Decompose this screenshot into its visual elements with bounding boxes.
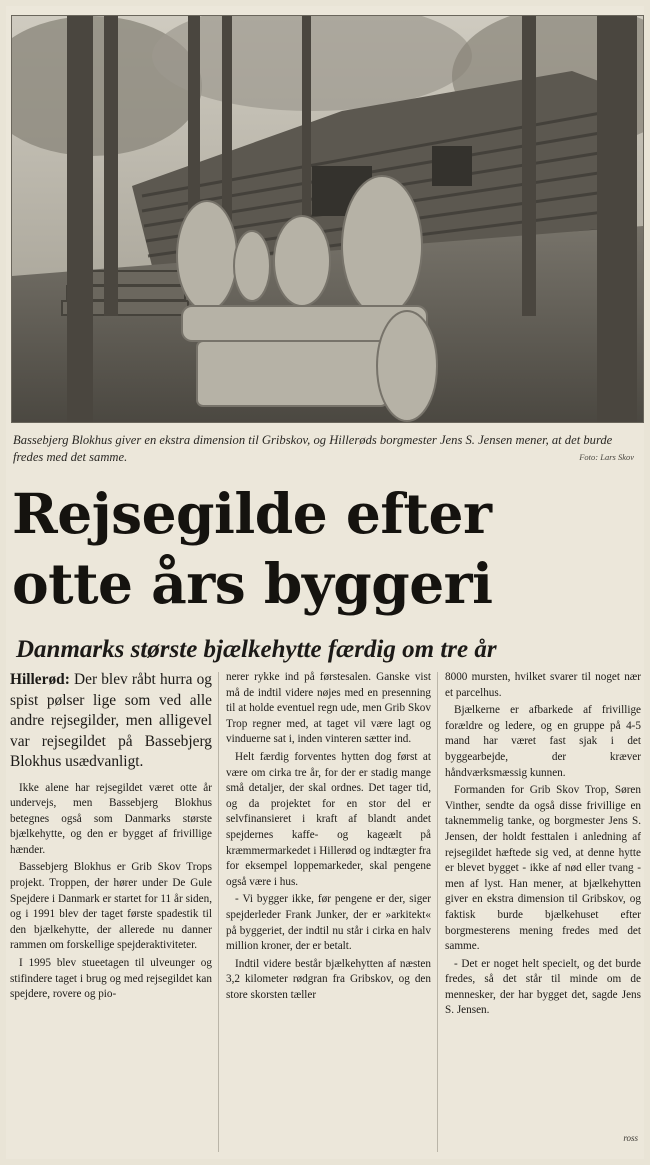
paragraph: Ikke alene har rejsegildet været otte år undervejs, men Bassebjerg Blokhus betegnes også som Danmarks største bjælkehytte, og den er bygget af frivillige hænder.: [10, 781, 212, 856]
paragraph: - Vi bygger ikke, før pengene er der, siger spejderleder Frank Junker, der er »arkitekt« på byggeriet, der indtil nu står i cirka en halv million kroner, der er betalt.: [226, 893, 431, 953]
column-divider: [437, 672, 438, 1152]
caption-text: Bassebjerg Blokhus giver en ekstra dimension til Gribskov, og Hillerøds borgmester Jens S. Jensen mener, at det burde fredes med det samme.: [13, 433, 613, 464]
author-signature: ross: [623, 1133, 638, 1143]
lead-text: Der blev råbt hurra og spist pølser lige som ved alle andre rejsegilder, men alligevel var rejsegildet på Bassebjerg Blokhus usædvanligt.: [10, 671, 212, 770]
paragraph: nerer rykke ind på førstesalen. Ganske vist må de indtil videre nøjes med en presenning til at holde eventuel regn ude, men Grib Skov Trop regner med, at taget vil være lagt og vinduerne sat i, inden vinteren sætter ind.: [226, 671, 431, 746]
headline-line-1: Rejsegilde efter: [12, 481, 492, 546]
paragraph: Helt færdig forventes hytten dog først at være om cirka tre år, for der er stadig mange små detaljer, der skal ordnes. Det tager tid, og da projektet for en stor del er selvfinansieret i kraft af blandt andet spejdernes kaffe- og kageælt på kræmmermarkedet i Hillerød og indtægter fra for eksempel loppemarkeder, skal pengene også være i hus.: [226, 750, 431, 888]
blokhus-photo-illustration: [12, 16, 643, 422]
article-column-2: [226, 670, 431, 1005]
paragraph: Formanden for Grib Skov Trop, Søren Vinther, sendte da også disse frivillige en taknemmelig tanke, og borgmester Jens S. Jensen, der holdt festtalen i anledning af rejsegildet hæftede sig ved, at denne hytte er blevet bygget - ikke af nød eller tvang - men af lyst. Han mener, at bjælkehytten giver en ekstra dimension til Gribskov, og faktisk burde bjælkehuset efter borgmesterens mening fredes med det samme.: [445, 784, 641, 953]
paragraph: Bassebjerg Blokhus er Grib Skov Trops projekt. Troppen, der hører under De Gule Spejdere i Danmark er startet for 11 år siden, og i 1991 blev der taget første spadestik til den bjælkehytte, der allerede nu danner rammen om forskellige spejderaktiviteter.: [10, 861, 212, 952]
photo-credit: Foto: Lars Skov: [579, 452, 634, 462]
column-divider: [218, 672, 219, 1152]
headline-line-2: otte års byggeri: [12, 551, 493, 616]
article-photo: [11, 15, 644, 423]
paragraph: I 1995 blev stueetagen til ulveunger og stifindere taget i brug og med rejsegildet kan spejdere, rovere og pio-: [10, 957, 212, 1001]
paragraph: Indtil videre består bjælkehytten af næsten 3,2 kilometer rødgran fra Gribskov, og den store skorsten tæller: [226, 957, 431, 1001]
article-column-1: [10, 670, 212, 1005]
paragraph: - Det er noget helt specielt, og det burde fredes, så det står til minde om de mennesker, der har bygget det, sagde Jens S. Jensen.: [445, 957, 641, 1017]
subheadline: Danmarks største bjælkehytte færdig om tre år: [16, 636, 497, 663]
lead-paragraph: [10, 670, 212, 773]
headline: [12, 479, 642, 619]
paragraph: 8000 mursten, hvilket svarer til noget nær et parcelhus.: [445, 671, 641, 699]
paragraph: Bjælkerne er afbarkede af frivillige forældre og ledere, og en gruppe på 4-5 mand har været fast sjak i det byggearbejde, der kræver håndværksmæssig kunnen.: [445, 704, 641, 779]
article-column-3: [445, 670, 641, 1021]
newspaper-clipping: [6, 6, 644, 1159]
dateline: Hillerød:: [10, 671, 70, 688]
photo-caption: [13, 432, 638, 466]
